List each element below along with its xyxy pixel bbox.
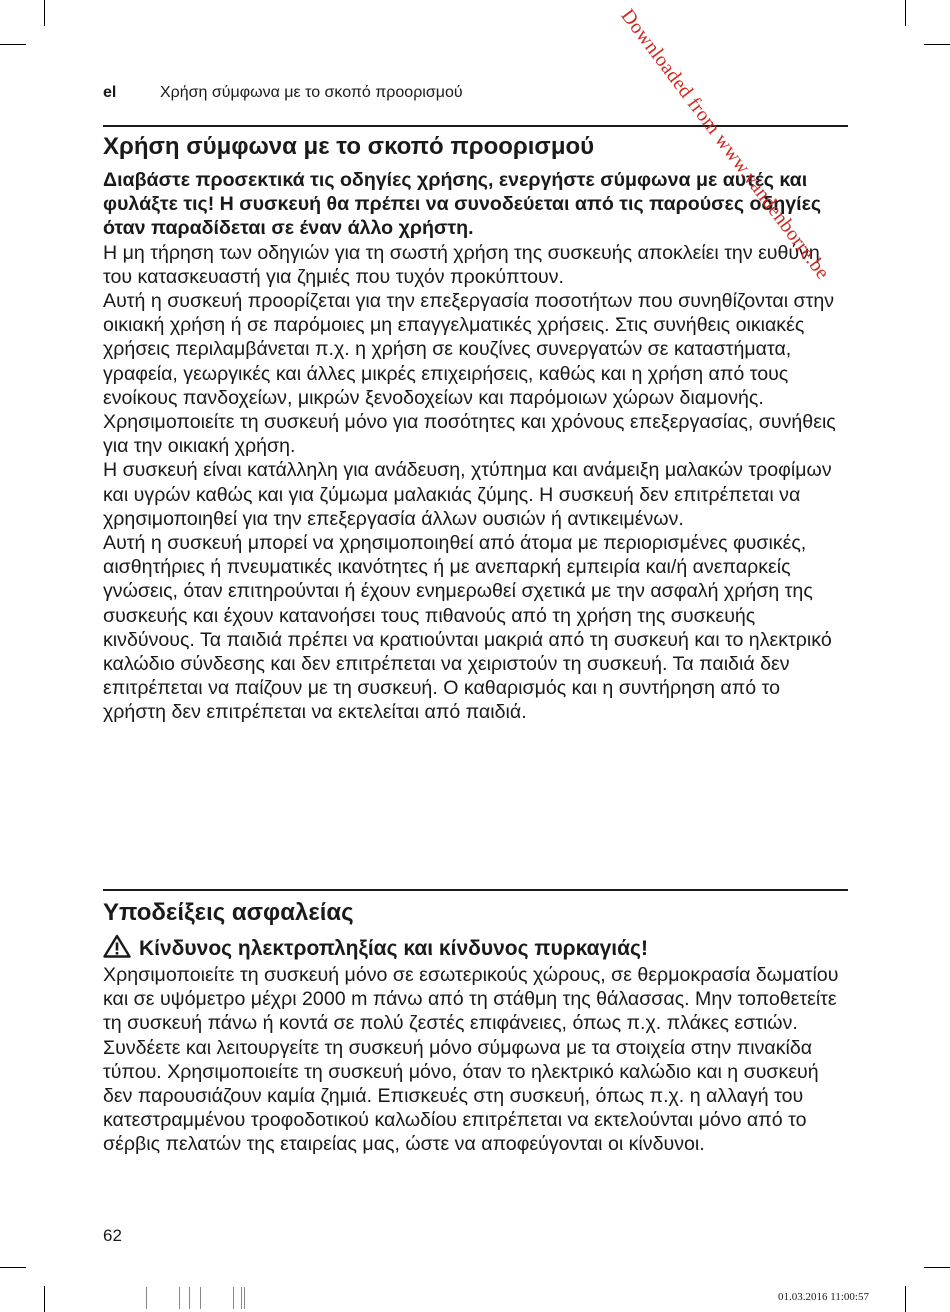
paragraph: Χρησιμοποιείτε τη συσκευή μόνο για ποσότητες και χρόνους επεξεργασίας, συνήθεις για την οικιακή χρήση.: [103, 411, 836, 458]
running-header: [103, 84, 463, 102]
crop-mark: [924, 44, 950, 45]
warning-triangle-icon: [103, 934, 131, 958]
paragraph: Η συσκευή είναι κατάλληλη για ανάδευση, χτύπημα και ανάμειξη μαλακών τροφίμων και υγρών καθώς και για ζύμωμα μαλακιάς ζύμης. Η συσκευή δεν επιτρέπεται να χρησιμοποιηθεί για την επεξεργασία άλλων ουσιών ή αντικειμένων.: [103, 459, 832, 530]
crop-mark: [924, 1267, 950, 1268]
section-rule: [103, 125, 848, 127]
paragraph: Η μη τήρηση των οδηγιών για τη σωστή χρήση της συσκευής αποκλείει την ευθύνη του κατασκευαστή για ζημιές που τυχόν προκύπτουν.: [103, 241, 820, 288]
section-body: [103, 168, 848, 725]
section-rule: [103, 889, 848, 891]
paragraph: Συνδέετε και λειτουργείτε τη συσκευή μόνο σύμφωνα με τα στοιχεία στην πινακίδα τύπου. Χρησιμοποιείτε τη συσκευή μόνο, όταν το ηλεκτρικό καλώδιο και η συσκευή δεν παρουσιάζουν καμία ζημιά. Επισκευές στη συσκευή, όπως π.χ. η αλλαγή του κατεστραμμένου τροφοδοτικού καλωδίου επιτρέπεται να εκτελούνται μόνο από το σέρβις πελατών της εταιρείας μας, ώστε να αποφεύγονται οι κίνδυνοι.: [103, 1036, 819, 1156]
print-timestamp: 01.03.2016 11:00:57: [778, 1291, 869, 1303]
language-code: el: [103, 84, 117, 101]
page-number: 62: [103, 1226, 122, 1245]
paragraph: Αυτή η συσκευή προορίζεται για την επεξεργασία ποσοτήτων που συνηθίζονται στην οικιακή χρήση ή σε παρόμοιες μη επαγγελματικές χρήσεις. Στις συνήθεις οικιακές χρήσεις περιλαμβάνεται π.χ. η χρήση σε κουζίνες συνεργατών σε καταστήματα, γραφεία, γεωργικές και άλλες μικρές επιχειρήσεις, καθώς και η χρήση από τους ενοίκους πανδοχείων, μικρών ξενοδοχείων και παρόμοιων χώρων διαμονής.: [103, 290, 835, 409]
crop-mark: [0, 1267, 26, 1268]
header-title: Χρήση σύμφωνα με το σκοπό προορισμού: [160, 84, 463, 101]
crop-mark: [905, 1286, 906, 1312]
warning-heading: [103, 934, 648, 962]
intro-paragraph: Διαβάστε προσεκτικά τις οδηγίες χρήσης, ενεργήστε σύμφωνα με αυτές και φυλάξτε τις! Η συσκευή θα πρέπει να συνοδεύεται από τις παρούσες οδηγίες όταν παραδίδεται σε έναν άλλο χρήστη.: [103, 169, 822, 240]
crop-mark: [0, 44, 26, 45]
download-watermark: Downloaded from www.vandenborre.be: [616, 5, 834, 284]
warning-title: Κίνδυνος ηλεκτροπληξίας και κίνδυνος πυρκαγιάς!: [139, 937, 648, 960]
crop-mark: [44, 0, 45, 26]
crop-mark: [905, 0, 906, 26]
section-title: Χρήση σύμφωνα με το σκοπό προορισμού: [103, 133, 595, 160]
safety-title: Υποδείξεις ασφαλείας: [103, 899, 354, 926]
safety-body: [103, 963, 848, 1157]
paragraph: Αυτή η συσκευή μπορεί να χρησιμοποιηθεί από άτομα με περιορισμένες φυσικές, αισθητήριες ή πνευματικές ικανότητες ή με ανεπαρκή εμπειρία και/ή ανεπαρκείς γνώσεις, όταν επιτηρούνται ή έχουν ενημερωθεί σχετικά με την ασφαλή χρήση της συσκευής και έχουν κατανοήσει τους πιθανούς από τη χρήση της συσκευής κινδύνους. Τα παιδιά πρέπει να κρατιούνται μακριά από τη συσκευή και το ηλεκτρικό καλώδιο σύνδεσης και δεν επιτρέπεται να χειριστούν τη συσκευή. Τα παιδιά δεν επιτρέπεται να παίζουν με τη συσκευή. Ο καθαρισμός και η συντήρηση από το χρήστη δεν επιτρέπεται να εκτελείται από παιδιά.: [103, 532, 832, 724]
crop-mark: [44, 1286, 45, 1312]
paragraph: Χρησιμοποιείτε τη συσκευή μόνο σε εσωτερικούς χώρους, σε θερμοκρασία δωματίου και σε υψόμετρο μέχρι 2000 m πάνω από τη στάθμη της θάλασσας. Μην τοποθετείτε τη συσκευή πάνω ή κοντά σε πολύ ζεστές επιφάνειες, όπως π.χ. πλάκες εστιών.: [103, 964, 839, 1035]
